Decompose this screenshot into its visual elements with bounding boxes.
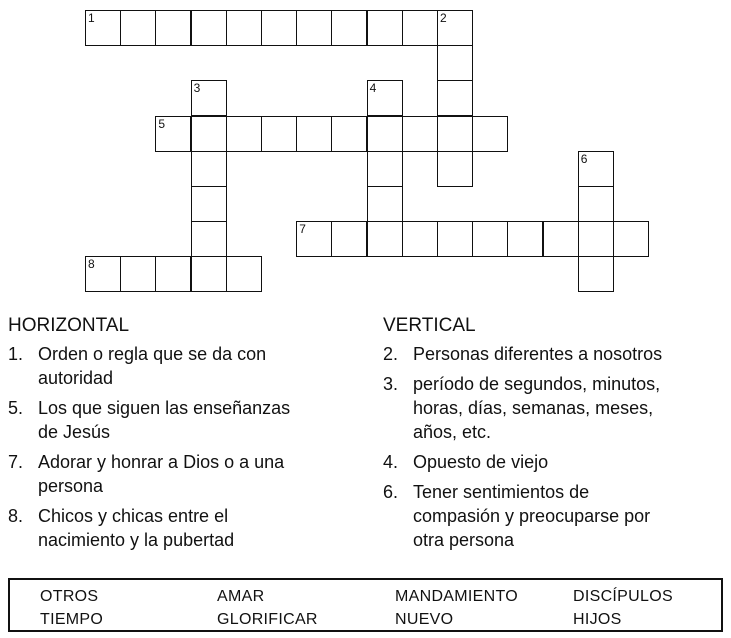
grid-cell[interactable] [155,256,191,292]
crossword-grid [0,0,731,300]
clue-number: 5 [158,116,166,131]
clue-number: 3 [193,81,201,96]
clue-line: Opuesto de viejo [413,452,549,472]
clue-number: 5. [8,398,24,418]
grid-cell[interactable] [296,116,332,152]
grid-cell[interactable] [578,186,614,222]
grid-cell[interactable] [85,256,121,292]
horizontal-heading: HORIZONTAL [8,315,130,336]
grid-cell[interactable] [543,221,579,257]
grid-cell[interactable] [191,116,227,152]
grid-cell[interactable] [578,256,614,292]
vertical-heading: VERTICAL [383,315,476,336]
grid-cell[interactable] [367,151,403,187]
clue-number: 4 [369,81,377,96]
word-bank-item: NUEVO [395,611,454,628]
grid-cell[interactable] [191,221,227,257]
clue-number: 6. [383,482,399,502]
grid-cell[interactable] [613,221,649,257]
grid-cell[interactable] [367,186,403,222]
clue-number: 2 [440,11,447,25]
word-bank [8,578,723,632]
grid-cell[interactable] [226,256,262,292]
grid-cell[interactable] [437,10,473,46]
grid-cell[interactable] [437,45,473,81]
grid-cell[interactable] [155,116,191,152]
clue-text [413,372,723,444]
grid-cell[interactable] [367,221,403,257]
clue-line: Tener sentimientos de [413,482,590,502]
clue-number: 1. [8,344,24,364]
horizontal-clue [8,396,353,444]
vertical-clue [383,372,723,444]
clue-number: 8 [88,257,95,272]
grid-cell[interactable] [402,116,438,152]
grid-cell[interactable] [472,116,508,152]
horizontal-clue [8,342,353,390]
grid-cell[interactable] [226,10,262,46]
grid-cell[interactable] [120,256,156,292]
clue-text [38,450,353,498]
word-bank-item: AMAR [217,588,265,605]
grid-cell[interactable] [331,221,367,257]
horizontal-clues [8,314,353,558]
grid-cell[interactable] [437,116,473,152]
grid-cell[interactable] [402,221,438,257]
grid-cell[interactable] [191,186,227,222]
grid-cell[interactable] [296,221,332,257]
clue-number: 6 [580,151,588,166]
clue-line: Adorar y honrar a Dios o a una [38,452,285,472]
clue-line: autoridad [38,368,114,388]
word-bank-item: HIJOS [573,611,622,628]
clue-line: horas, días, semanas, meses, [413,398,654,418]
grid-cell[interactable] [191,10,227,46]
grid-cell[interactable] [120,10,156,46]
grid-cell[interactable] [226,116,262,152]
grid-cell[interactable] [437,221,473,257]
grid-cell[interactable] [331,10,367,46]
grid-cell[interactable] [331,116,367,152]
word-bank-item: GLORIFICAR [217,611,318,628]
grid-cell[interactable] [367,10,403,46]
horizontal-clue [8,504,353,552]
vertical-clue [383,450,723,474]
clue-line: Los que siguen las enseñanzas [38,398,291,418]
grid-cell[interactable] [296,10,332,46]
word-bank-item: MANDAMIENTO [395,588,519,605]
clue-number: 7. [8,452,24,472]
grid-cell[interactable] [85,10,121,46]
grid-cell[interactable] [261,116,297,152]
clue-line: años, etc. [413,422,492,442]
grid-cell[interactable] [191,151,227,187]
clue-line: período de segundos, minutos, [413,374,661,394]
clue-text [38,342,353,390]
grid-cell[interactable] [155,10,191,46]
vertical-clue [383,480,723,552]
clue-number: 2. [383,344,399,364]
clue-number: 7 [299,222,306,237]
clue-line: de Jesús [38,422,111,442]
clue-line: otra persona [413,530,515,550]
grid-cell[interactable] [507,221,543,257]
clue-line: Chicos y chicas entre el [38,506,229,526]
clue-number: 4. [383,452,399,472]
clue-line: Orden o regla que se da con [38,344,267,364]
clue-text [413,480,723,552]
clue-line: persona [38,476,104,496]
clue-text [413,342,723,366]
clue-number: 1 [88,11,95,25]
vertical-clues [383,314,723,558]
grid-cell[interactable] [191,256,227,292]
clue-text [38,504,353,552]
grid-cell[interactable] [472,221,508,257]
word-bank-item: OTROS [40,588,99,605]
clue-text [38,396,353,444]
vertical-clue [383,342,723,366]
horizontal-clue [8,450,353,498]
grid-cell[interactable] [191,80,227,116]
word-bank-item: TIEMPO [40,611,104,628]
grid-cell[interactable] [437,80,473,116]
grid-cell[interactable] [367,80,403,116]
clue-line: nacimiento y la pubertad [38,530,235,550]
clue-line: Personas diferentes a nosotros [413,344,663,364]
clue-number: 8. [8,506,24,526]
grid-cell[interactable] [578,221,614,257]
clue-number: 3. [383,374,399,394]
clue-text [413,450,723,474]
clue-line: compasión y preocuparse por [413,506,651,526]
word-bank-item: DISCÍPULOS [573,588,673,605]
grid-cell[interactable] [261,10,297,46]
grid-cell[interactable] [367,116,403,152]
grid-cell[interactable] [402,10,438,46]
grid-cell[interactable] [578,151,614,187]
grid-cell[interactable] [437,151,473,187]
